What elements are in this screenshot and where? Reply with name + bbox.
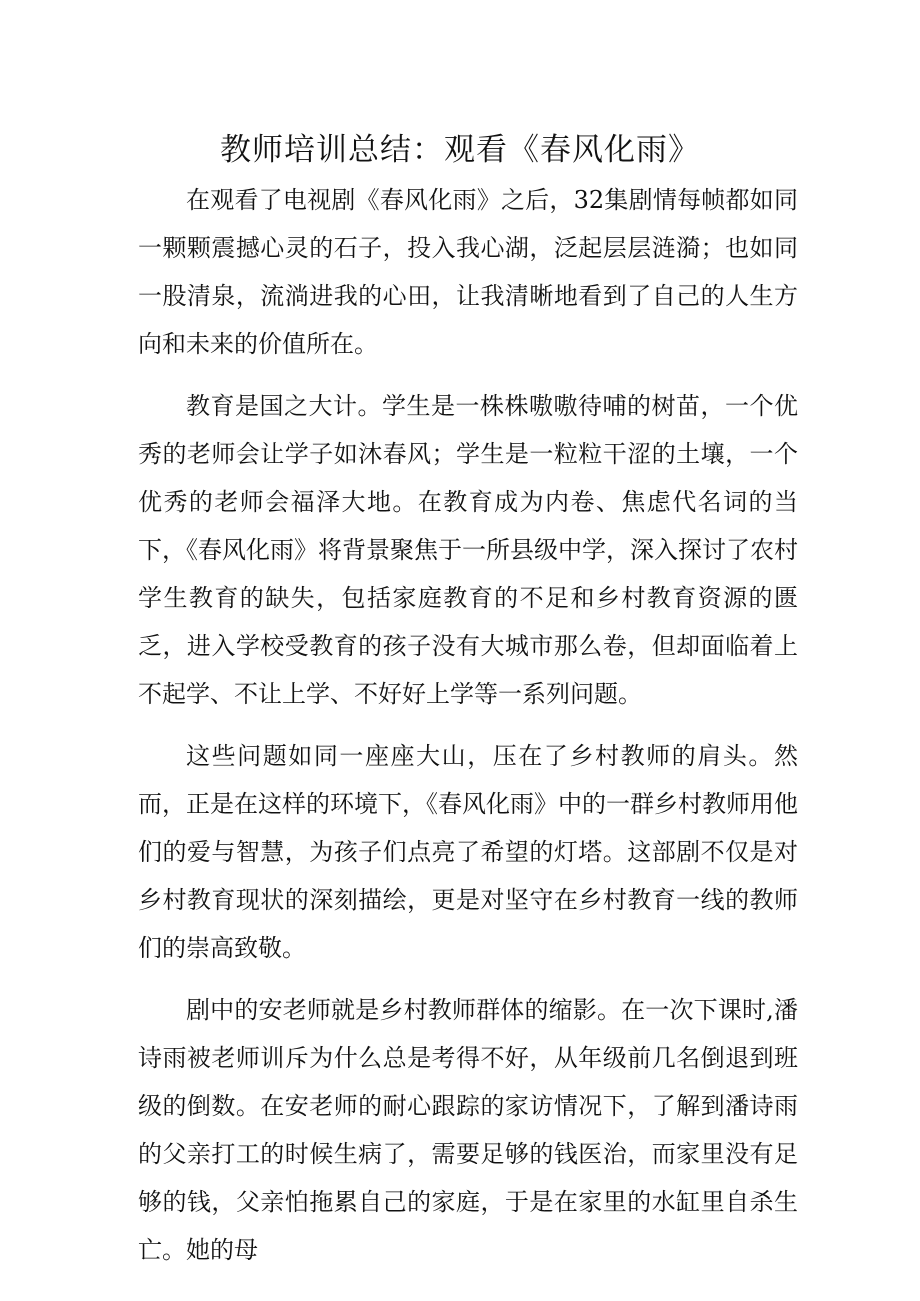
paragraph-4: 剧中的安老师就是乡村教师群体的缩影。在一次下课时,潘诗雨被老师训斥为什么总是考得不好，从年级前几名倒退到班级的倒数。在安老师的耐心跟踪的家访情况下，了解到潘诗雨的父亲打工的时候生病了，需要足够的钱医治，而家里没有足够的钱，父亲怕拖累自己的家庭，于是在家里的水缸里自杀生亡。她的母 [138, 996, 798, 1264]
paragraph-gap [138, 368, 798, 382]
paragraph-gap [138, 972, 798, 986]
paragraph-2: 教育是国之大计。学生是一株株嗷嗷待哺的树苗，一个优秀的老师会让学子如沐春风；学生是一粒粒干涩的土壤，一个优秀的老师会福泽大地。在教育成为内卷、焦虑代名词的当下，《春风化雨》将背景聚焦于一所县级中学，深入探讨了农村学生教育的缺失，包括家庭教育的不足和乡村教育资源的匮乏，进入学校受教育的孩子没有大城市那么卷，但却面临着上不起学、不让上学、不好好上学等一系列问题。 [138, 392, 798, 708]
document-title: 教师培训总结：观看《春风化雨》 [220, 132, 700, 168]
paragraph-1: 在观看了电视剧《春风化雨》之后，32集剧情每帧都如同一颗颗震撼心灵的石子，投入我心湖，泛起层层涟漪；也如同一股清泉，流淌进我的心田，让我清晰地看到了自己的人生方向和未来的价值所在。 [138, 186, 798, 358]
document-body [138, 176, 798, 1264]
paragraph-gap [138, 718, 798, 732]
paragraph-3: 这些问题如同一座座大山，压在了乡村教师的肩头。然而，正是在这样的环境下，《春风化雨》中的一群乡村教师用他们的爱与智慧，为孩子们点亮了希望的灯塔。这部剧不仅是对乡村教育现状的深刻描绘，更是对坚守在乡村教育一线的教师们的崇高致敬。 [138, 742, 798, 962]
